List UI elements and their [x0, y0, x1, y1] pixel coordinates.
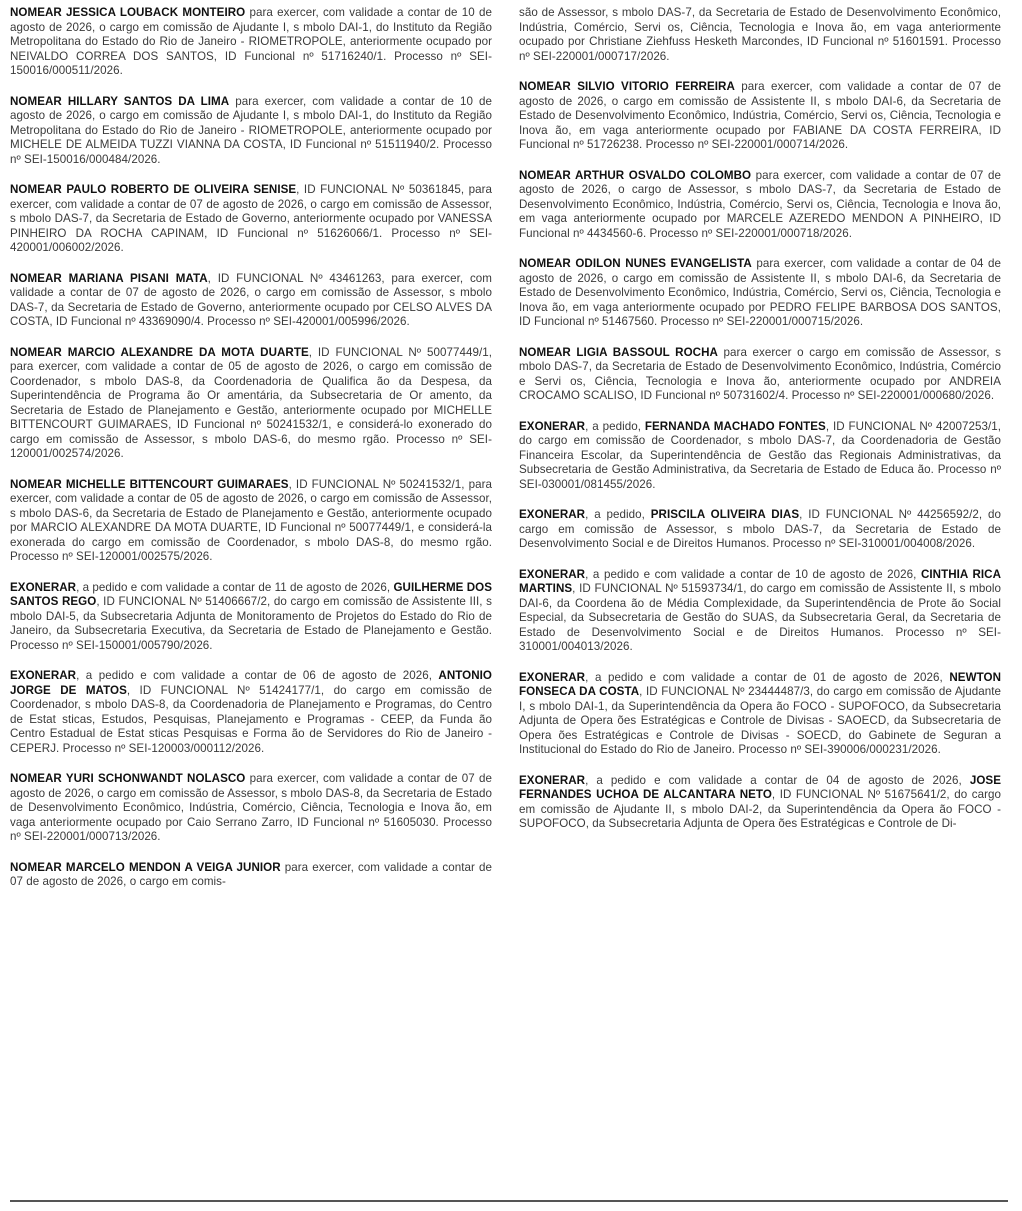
act-keyword: GUILHERME DOS SANTOS REGO: [10, 580, 493, 608]
act-text: , ID FUNCIONAL Nº 43461263, para exercer, com validade a contar de 07 de agosto de 2026, o cargo em comissão de Assessor, s mbolo DAS-7, da Secretaria de Estado de Governo, anteriormente ocupado por CELSO ALVES DA COSTA, ID Funcional nº 43369090/4. Processo nº SEI-420001/005996/2026.: [10, 271, 492, 328]
act-text: para exercer, com validade a contar de 07 de agosto de 2026, o cargo em comis-: [10, 860, 492, 888]
act-keyword: NEWTON FONSECA DA COSTA: [519, 670, 1001, 698]
act-text: , ID FUNCIONAL Nº 51593734/1, do cargo em comissão de Assistente II, s mbolo DAI-6, da Coordena ão de Média Complexidade, da Superintendência de Prote ão Social Especial, da Subsecretaria de Gestão do SUAS, da Subsecretaria Geral, da Secretaria de Estado de Desenvolvimento Social e de Direitos Humanos. Processo nº SEI-310001/004013/2026.: [519, 582, 1001, 653]
act-keyword: EXONERAR: [519, 773, 586, 787]
act-keyword: PRISCILA OLIVEIRA DIAS: [650, 508, 800, 521]
act-keyword: JOSE FERNANDES UCHOA DE ALCANTARA NETO: [519, 773, 1001, 801]
act-text: , a pedido e com validade a contar de 10 de agosto de 2026,: [585, 567, 921, 581]
act-text: para exercer, com validade a contar de 07 de agosto de 2026, o cargo em comissão de Assessor, s mbolo DAS-8, da Secretaria de Estado de Desenvolvimento Econômico, Indústria, Comércio, Ciência, Tecnologia e Inova ão, em vaga anteriormente ocupado por Caio Serrano Zarro, ID Funcional nº 51605030. Processo nº SEI-220001/000713/2026.: [10, 772, 492, 843]
act-text: , ID FUNCIONAL Nº 50361845, para exercer, com validade a contar de 07 de agosto de 2026, o cargo em comissão de Assessor, s mbolo DAS-7, da Secretaria de Estado de Governo, anteriormente ocupado por VANESSA PINHEIRO DA ROCHA CAPINAM, ID Funcional nº 51626066/1. Processo nº SEI-420001/006002/2026.: [10, 183, 492, 254]
act-paragraph: [519, 774, 1001, 832]
act-paragraph: [519, 346, 1001, 404]
act-text: , a pedido,: [585, 508, 651, 521]
act-text: , ID FUNCIONAL Nº 44256592/2, do cargo em comissão de Assessor, s mbolo DAS-7, da Secretaria de Estado de Desenvolvimento Social e de Direitos Humanos. Processo nº SEI-310001/004008/2026.: [519, 508, 1002, 550]
act-paragraph: [10, 669, 492, 756]
act-text: , a pedido e com validade a contar de 01 de agosto de 2026,: [585, 670, 950, 684]
act-text: para exercer, com validade a contar de 07 de agosto de 2026, o cargo de Assessor, s mbolo DAS-7, da Secretaria de Estado de Desenvolvimento Econômico, Indústria, Comércio, Servi os, Ciência, Tecnologia e Inova ão, em vaga anteriormente ocupado por MARCELE AZEREDO MENDON A PINHEIRO, ID Funcional nº 4434560-6. Processo nº SEI-220001/000718/2026.: [519, 168, 1001, 240]
act-keyword: NOMEAR SILVIO VITORIO FERREIRA: [519, 80, 735, 93]
act-text: são de Assessor, s mbolo DAS-7, da Secretaria de Estado de Desenvolvimento Econômico, Indústria, Comércio, Servi os, Ciência, Tecnologia e Inova ão, em vaga anteriormente ocupado por Christiane Ziehfuss Hesketh Marcondes, ID Funcional nº 51601591. Processo nº SEI-220001/000717/2026.: [519, 6, 1001, 63]
act-text: para exercer, com validade a contar de 10 de agosto de 2026, o cargo em comissão de Ajudante I, s mbolo DAI-1, do Instituto da Região Metropolitana do Estado do Rio de Janeiro - RIOMETROPOLE, anteriormente ocupado por NEIVALDO CORREA DOS SANTOS, ID Funcional nº 51716240/1. Processo nº SEI-150016/000511/2026.: [10, 6, 492, 77]
act-paragraph: [10, 6, 492, 79]
act-text: , a pedido e com validade a contar de 04 de agosto de 2026,: [585, 773, 970, 787]
act-keyword: NOMEAR ARTHUR OSVALDO COLOMBO: [519, 168, 752, 182]
act-paragraph: [10, 95, 492, 168]
act-keyword: NOMEAR LIGIA BASSOUL ROCHA: [519, 345, 718, 359]
act-paragraph: [10, 183, 492, 256]
act-keyword: EXONERAR: [10, 580, 77, 594]
act-text: para exercer o cargo em comissão de Assessor, s mbolo DAS-7, da Secretaria de Estado de Desenvolvimento Econômico, Indústria, Comércio e Servi os, Ciência, Tecnologia e Inova ão, anteriormente ocupado por ANDREIA CROCAMO SCALISO, ID Funcional nº 50731602/4. Processo nº SEI-220001/000680/2026.: [519, 345, 1001, 402]
act-keyword: NOMEAR JESSICA LOUBACK MONTEIRO: [10, 6, 246, 19]
act-keyword: NOMEAR MARIANA PISANI MATA: [10, 271, 208, 285]
act-paragraph: [10, 772, 492, 845]
act-paragraph: [519, 6, 1001, 64]
act-keyword: NOMEAR YURI SCHONWANDT NOLASCO: [10, 772, 246, 785]
act-keyword: NOMEAR MARCELO MENDON A VEIGA JUNIOR: [10, 860, 281, 874]
act-text: , ID FUNCIONAL Nº 23444487/3, do cargo em comissão de Ajudante I, s mbolo DAI-1, da Superintendência da Opera ão FOCO - SUPOFOCO, da Subsecretaria Adjunta de Opera ões Estratégicas e Controle de Divisas - SAOECD, da Subsecretaria de Opera ões Estratégicas e Controle de Divisas - SOECD, do Gabinete de Seguran a Institucional do Estado do Rio de Janeiro. Processo nº SEI-390006/000231/2026.: [519, 685, 1002, 756]
act-paragraph: [10, 346, 492, 462]
act-keyword: EXONERAR: [519, 508, 586, 521]
act-text: , a pedido,: [585, 419, 645, 433]
act-keyword: NOMEAR ODILON NUNES EVANGELISTA: [519, 257, 752, 270]
act-keyword: FERNANDA MACHADO FONTES: [644, 419, 826, 433]
act-keyword: NOMEAR HILLARY SANTOS DA LIMA: [10, 94, 230, 108]
act-text: , ID FUNCIONAL Nº 51675641/2, do cargo em comissão de Ajudante II, s mbolo DAI-2, da Superintendência da Opera ão FOCO - SUPOFOCO, da Subsecretaria Adjunta de Opera ões Estratégicas e Controle de Di-: [519, 788, 1001, 830]
act-text: , ID FUNCIONAL Nº 51424177/1, do cargo em comissão de Coordenador, s mbolo DAS-8, da Coordenadoria de Planejamento e Programas, do Centro de Estat sticas, Estudos, Pesquisas, Planejamento e Programas - CEEP, da Funda ão Centro Estadual de Estat sticas Pesquisas e Forma ão de Servidores do Rio de Janeiro - CEPERJ. Processo nº SEI-120003/000112/2026.: [10, 683, 492, 755]
act-paragraph: [10, 861, 492, 890]
right-column: [519, 6, 1001, 848]
left-column: [10, 6, 492, 906]
page-bottom-rule: [10, 1200, 1008, 1202]
act-keyword: CINTHIA RICA MARTINS: [519, 567, 1001, 595]
act-paragraph: [519, 671, 1001, 758]
act-text: , ID FUNCIONAL Nº 50241532/1, para exercer, com validade a contar de 05 de agosto de 2026, o cargo em comissão de Assessor, s mbolo DAS-6, da Secretaria de Estado de Planejamento e Gestão, anteriormente ocupado por MARCIO ALEXANDRE DA MOTA DUARTE, ID Funcional nº 50077449/1, e considerá-la exonerada do cargo em comissão de Coordenador, s mbolo DAS-8, do mesmo rgão. Processo nº SEI-120001/002575/2026.: [10, 477, 492, 563]
act-text: , a pedido e com validade a contar de 11 de agosto de 2026,: [76, 580, 394, 594]
act-paragraph: [519, 169, 1001, 242]
act-text: para exercer, com validade a contar de 07 de agosto de 2026, o cargo em comissão de Assistente II, s mbolo DAI-6, da Secretaria de Estado de Desenvolvimento Econômico, Indústria, Comércio, Servi os, Ciência, Tecnologia e Inova ão, em vaga anteriormente ocupado por FABIANE DA COSTA FERREIRA, ID Funcional nº 51726238. Processo nº SEI-220001/000714/2026.: [519, 80, 1001, 151]
act-keyword: EXONERAR: [519, 567, 586, 581]
act-text: , ID FUNCIONAL Nº 51406667/2, do cargo em comissão de Assistente III, s mbolo DAI-5, da Subsecretaria Adjunta de Monitoramento de Projetos do Estado do Rio de Janeiro, da Subsecretaria Executiva, da Secretaria de Estado de Planejamento e Gestão. Processo nº SEI-150001/005790/2026.: [10, 595, 493, 652]
act-text: , ID FUNCIONAL Nº 50077449/1, para exercer, com validade a contar de 05 de agosto de 2026, o cargo em comissão de Coordenador, s mbolo DAS-8, da Coordenadoria de Qualifica ão da Despesa, da Superintendência de Programa ão Or amentária, da Subsecretaria de Or amento, da Secretaria de Estado de Planejamento e Gestão, anteriormente ocupado por MICHELLE BITTENCOURT GUIMARAES, ID Funcional nº 50241532/1, e considerá-lo exonerado do cargo em comissão de Assessor, s mbolo DAS-6, do mesmo rgão. Processo nº SEI-120001/002574/2026.: [10, 345, 492, 460]
act-keyword: NOMEAR MICHELLE BITTENCOURT GUIMARAES: [10, 477, 289, 491]
act-paragraph: [10, 272, 492, 330]
act-paragraph: [519, 420, 1001, 493]
act-paragraph: [519, 508, 1001, 552]
act-paragraph: [519, 80, 1001, 153]
act-paragraph: [519, 257, 1001, 330]
act-paragraph: [10, 478, 492, 565]
act-text: para exercer, com validade a contar de 10 de agosto de 2026, o cargo em comissão de Ajudante I, s mbolo DAI-1, do Instituto da Região Metropolitana do Estado do Rio de Janeiro - RIOMETROPOLE, anteriormente ocupado por MICHELE DE ALMEIDA TUZZI VIANNA DA COSTA, ID Funcional nº 51511940/2. Processo nº SEI-150016/000484/2026.: [10, 94, 492, 166]
act-keyword: EXONERAR: [519, 419, 586, 433]
act-text: , a pedido e com validade a contar de 06 de agosto de 2026,: [76, 669, 439, 682]
act-text: para exercer, com validade a contar de 04 de agosto de 2026, o cargo em comissão de Assistente II, s mbolo DAI-6, da Secretaria de Estado de Desenvolvimento Econômico, Indústria, Comércio, Servi os, Ciência, Tecnologia e Inova ão, em vaga anteriormente ocupado por PEDRO FELIPE BARBOSA DOS SANTOS, ID Funcional nº 51467560. Processo nº SEI-220001/000715/2026.: [519, 257, 1001, 328]
act-keyword: NOMEAR PAULO ROBERTO DE OLIVEIRA SENISE: [10, 183, 297, 196]
act-keyword: EXONERAR: [519, 670, 586, 684]
act-text: , ID FUNCIONAL Nº 42007253/1, do cargo em comissão de Coordenador, s mbolo DAS-7, da Coordenadoria de Gestão Financeira Escolar, da Superintendência de Gestão das Regionais Administrativas, da Subsecretaria de Gestão Administrativa, da Secretaria de Estado de Educa ão. Processo nº SEI-030001/081455/2026.: [519, 419, 1001, 491]
act-paragraph: [10, 581, 492, 654]
act-keyword: ANTONIO JORGE DE MATOS: [10, 669, 492, 697]
act-keyword: NOMEAR MARCIO ALEXANDRE DA MOTA DUARTE: [10, 345, 309, 359]
act-keyword: EXONERAR: [10, 669, 77, 682]
act-paragraph: [519, 568, 1001, 655]
